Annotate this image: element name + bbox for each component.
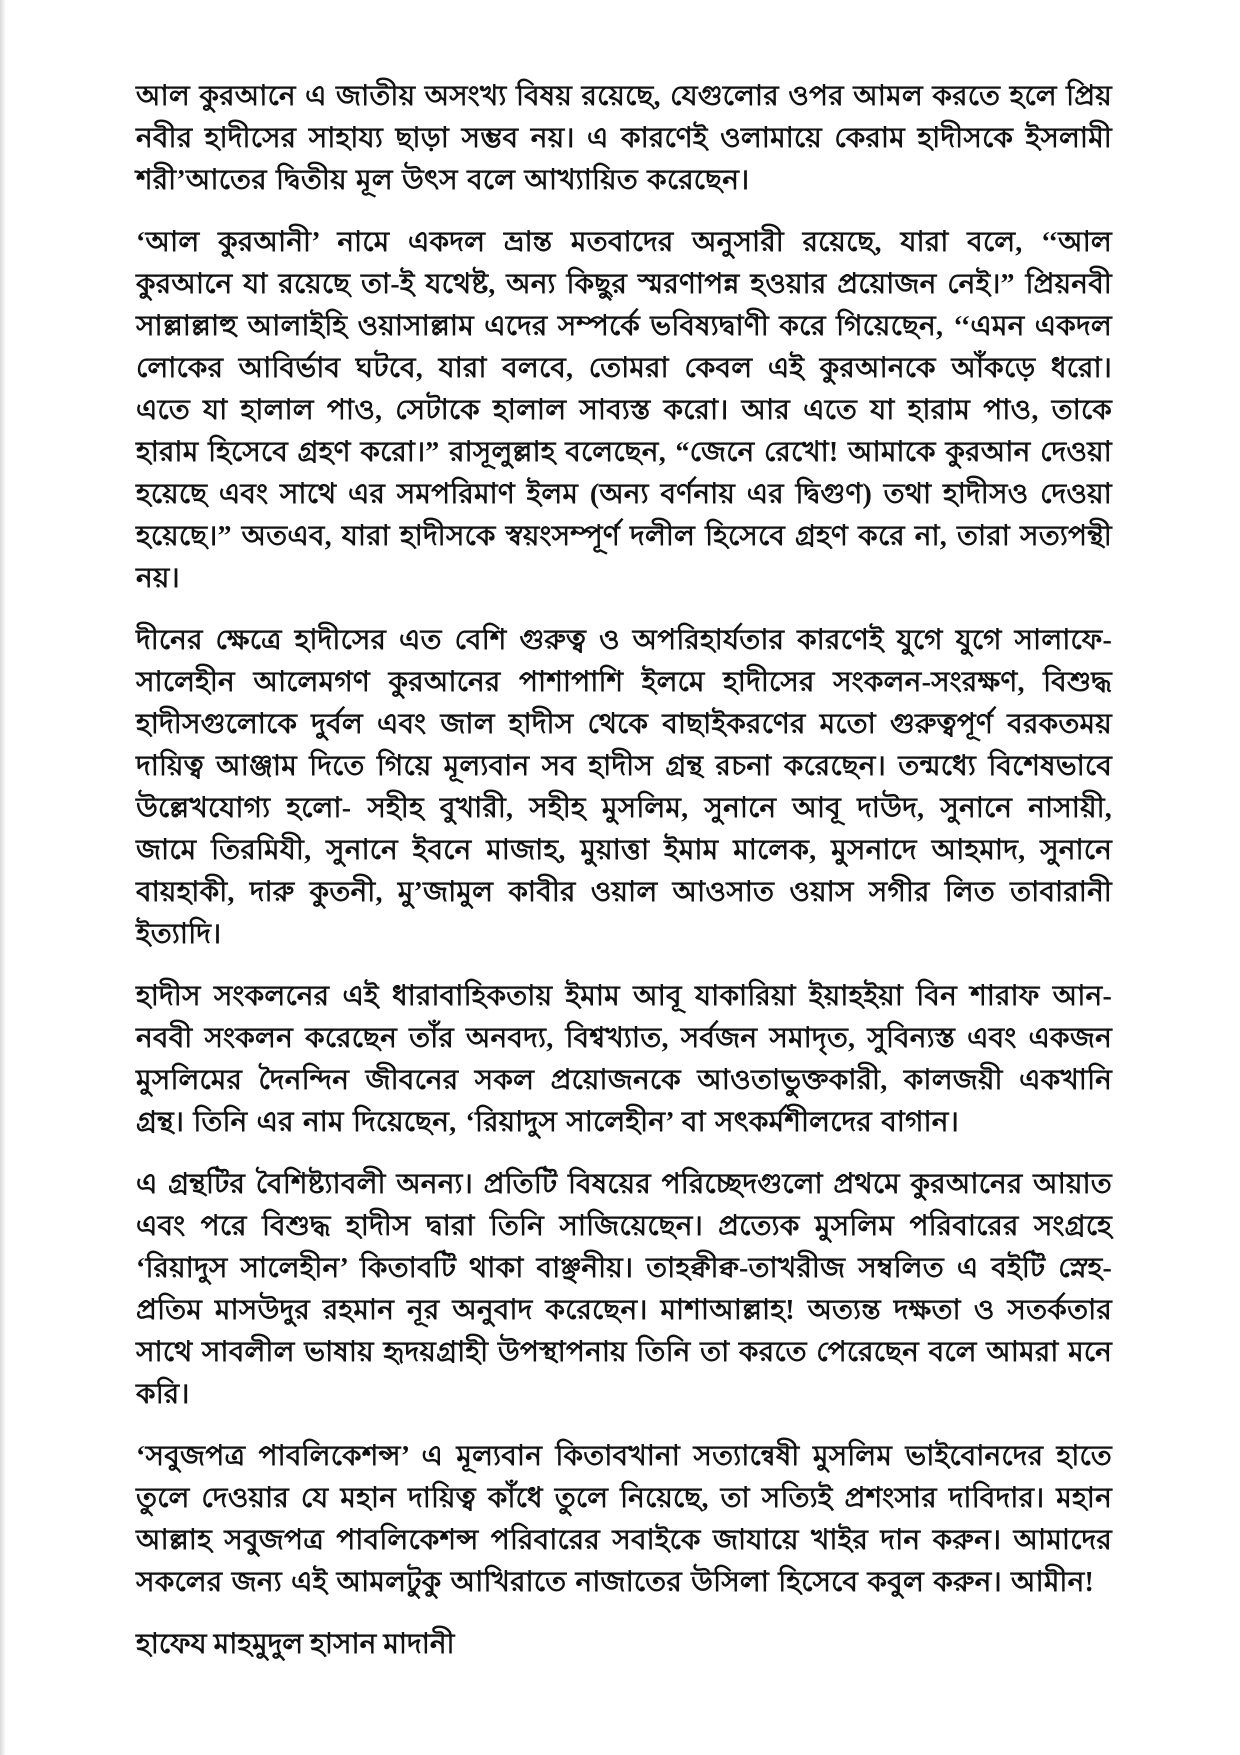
paragraph-6: ‘সবুজপত্র পাবলিকেশন্স’ এ মূল্যবান কিতাবখানা সত্যান্বেষী মুসলিম ভাইবোনদের হাতে তুলে দেওয়ার যে মহান দায়িত্ব কাঁধে তুলে নিয়েছে, তা সত্যিই প্রশংসার দাবিদার। মহান আল্লাহ সবুজপত্র পাবলিকেশন্স পরিবারের সবাইকে জাযায়ে খাইর দান করুন। আমাদের সকলের জন্য এই আমলটুকু আখিরাতে নাজাতের উসিলা হিসেবে কবুল করুন। আমীন! (136, 1441, 1112, 1598)
paragraph-3: দীনের ক্ষেত্রে হাদীসের এত বেশি গুরুত্ব ও অপরিহার্যতার কারণেই যুগে যুগে সালাফে-সালেহীন আলেমগণ কুরআনের পাশাপাশি ইলমে হাদীসের সংকলন-সংরক্ষণ, বিশুদ্ধ হাদীসগুলোকে দুর্বল এবং জাল হাদীস থেকে বাছাইকরণের মতো গুরুত্বপূর্ণ বরকতময় দায়িত্ব আঞ্জাম দিতে গিয়ে মূল্যবান সব হাদীস গ্রন্থ রচনা করেছেন। তন্মধ্যে বিশেষভাবে উল্লেখযোগ্য হলো- সহীহ বুখারী, সহীহ মুসলিম, সুনানে আবূ দাউদ, সুনানে নাসায়ী, জামে তিরমিযী, সুনানে ইবনে মাজাহ, মুয়াত্তা ইমাম মালেক, মুসনাদে আহমাদ, সুনানে বায়হাকী, দারু কুতনী, মু’জামুল কাবীর ওয়াল আওসাত ওয়াস সগীর লিত তাবারানী ইত্যাদি। (136, 625, 1112, 950)
paragraph-4: হাদীস সংকলনের এই ধারাবাহিকতায় ইমাম আবূ যাকারিয়া ইয়াহইয়া বিন শারাফ আন-নববী সংকলন করেছেন তাঁর অনবদ্য, বিশ্বখ্যাত, সর্বজন সমাদৃত, সুবিন্যস্ত এবং একজন মুসলিমের দৈনন্দিন জীবনের সকল প্রয়োজনকে আওতাভুক্তকারী, কালজয়ী একখানি গ্রন্থ। তিনি এর নাম দিয়েছেন, ‘রিয়াদুস সালেহীন’ বা সৎকর্মশীলদের বাগান। (136, 981, 1112, 1138)
preface-body (136, 76, 1112, 1604)
paragraph-2: ‘আল কুরআনী’ নামে একদল ভ্রান্ত মতবাদের অনুসারী রয়েছে, যারা বলে, ‘‘আল কুরআনে যা রয়েছে তা-ই যথেষ্ট, অন্য কিছুর স্মরণাপন্ন হওয়ার প্রয়োজন নেই।” প্রিয়নবী সাল্লাল্লাহু আলাইহি ওয়াসাল্লাম এদের সম্পর্কে ভবিষ্যদ্বাণী করে গিয়েছেন, ‘‘এমন একদল লোকের আবির্ভাব ঘটবে, যারা বলবে, তোমরা কেবল এই কুরআনকে আঁকড়ে ধরো। এতে যা হালাল পাও, সেটাকে হালাল সাব্যস্ত করো। আর এতে যা হারাম পাও, তাকে হারাম হিসেবে গ্রহণ করো।” রাসূলুল্লাহ বলেছেন, “জেনে রেখো! আমাকে কুরআন দেওয়া হয়েছে এবং সাথে এর সমপরিমাণ ইলম (অন্য বর্ণনায় এর দ্বিগুণ) তথা হাদীসও দেওয়া হয়েছে।” অতএব, যারা হাদীসকে স্বয়ংসম্পূর্ণ দলীল হিসেবে গ্রহণ করে না, তারা সত্যপন্থী নয়। (136, 227, 1112, 594)
paragraph-5: এ গ্রন্থটির বৈশিষ্ট্যাবলী অনন্য। প্রতিটি বিষয়ের পরিচ্ছেদগুলো প্রথমে কুরআনের আয়াত এবং পরে বিশুদ্ধ হাদীস দ্বারা তিনি সাজিয়েছেন। প্রত্যেক মুসলিম পরিবারের সংগ্রহে ‘রিয়াদুস সালেহীন’ কিতাবটি থাকা বাঞ্ছনীয়। তাহক্বীক্ব-তাখরীজ সম্বলিত এ বইটি স্নেহ-প্রতিম মাসউদুর রহমান নূর অনুবাদ করেছেন। মাশাআল্লাহ! অত্যন্ত দক্ষতা ও সতর্কতার সাথে সাবলীল ভাষায় হৃদয়গ্রাহী উপস্থাপনায় তিনি তা করতে পেরেছেন বলে আমরা মনে করি। (136, 1169, 1112, 1410)
author-signature: হাফেয মাহমুদুল হাসান মাদানী (136, 1629, 455, 1660)
scan-edge-artifact (0, 0, 6, 1755)
paragraph-1: আল কুরআনে এ জাতীয় অসংখ্য বিষয় রয়েছে, যেগুলোর ওপর আমল করতে হলে প্রিয় নবীর হাদীসের সাহায্য ছাড়া সম্ভব নয়। এ কারণেই ওলামায়ে কেরাম হাদীসকে ইসলামী শরী’আতের দ্বিতীয় মূল উৎস বলে আখ্যায়িত করেছেন। (136, 81, 1112, 196)
